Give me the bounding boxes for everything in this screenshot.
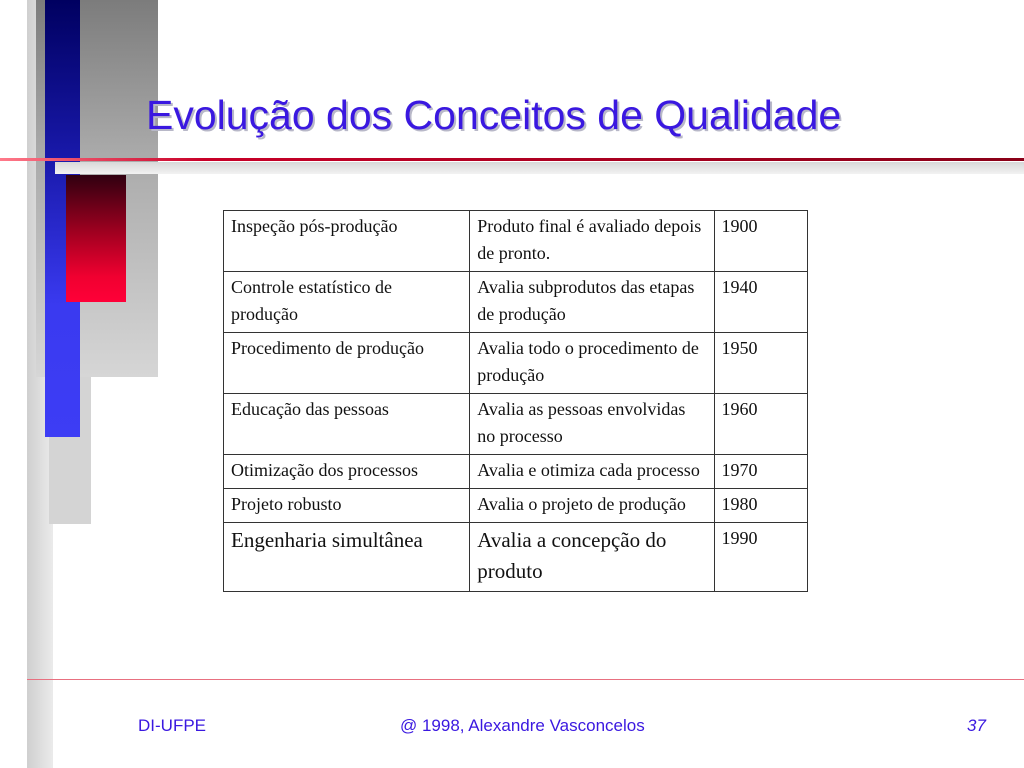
description-cell: Avalia a concepção do produto <box>470 523 714 592</box>
concept-cell: Inspeção pós-produção <box>224 211 470 272</box>
year-cell: 1990 <box>714 523 808 592</box>
footer-copyright: @ 1998, Alexandre Vasconcelos <box>400 716 645 735</box>
description-cell: Avalia todo o procedimento de produção <box>470 333 714 394</box>
concept-cell: Controle estatístico de produção <box>224 272 470 333</box>
concept-cell: Engenharia simultânea <box>224 523 470 592</box>
year-cell: 1950 <box>714 333 808 394</box>
year-cell: 1960 <box>714 394 808 455</box>
description-cell: Avalia as pessoas envolvidas no processo <box>470 394 714 455</box>
decorative-title-shadow-band <box>55 162 1024 174</box>
year-cell: 1980 <box>714 489 808 523</box>
table-row <box>224 394 808 455</box>
year-cell: 1900 <box>714 211 808 272</box>
title-divider <box>0 158 1024 161</box>
table-row <box>224 523 808 592</box>
description-cell: Produto final é avaliado depois de pronto. <box>470 211 714 272</box>
table-row <box>224 211 808 272</box>
concept-cell: Projeto robusto <box>224 489 470 523</box>
description-cell: Avalia subprodutos das etapas de produção <box>470 272 714 333</box>
footer-institution: DI-UFPE <box>138 716 206 735</box>
concept-cell: Educação das pessoas <box>224 394 470 455</box>
year-cell: 1940 <box>714 272 808 333</box>
year-cell: 1970 <box>714 455 808 489</box>
description-cell: Avalia o projeto de produção <box>470 489 714 523</box>
concept-cell: Otimização dos processos <box>224 455 470 489</box>
quality-evolution-table <box>223 210 808 592</box>
description-cell: Avalia e otimiza cada processo <box>470 455 714 489</box>
slide-title: Evolução dos Conceitos de Qualidade <box>146 92 842 138</box>
table-row <box>224 333 808 394</box>
decorative-red-bar <box>66 175 126 302</box>
table-row <box>224 272 808 333</box>
table-row <box>224 455 808 489</box>
table-row <box>224 489 808 523</box>
footer-divider <box>27 679 1024 680</box>
page-number: 37 <box>967 716 986 735</box>
concept-cell: Procedimento de produção <box>224 333 470 394</box>
